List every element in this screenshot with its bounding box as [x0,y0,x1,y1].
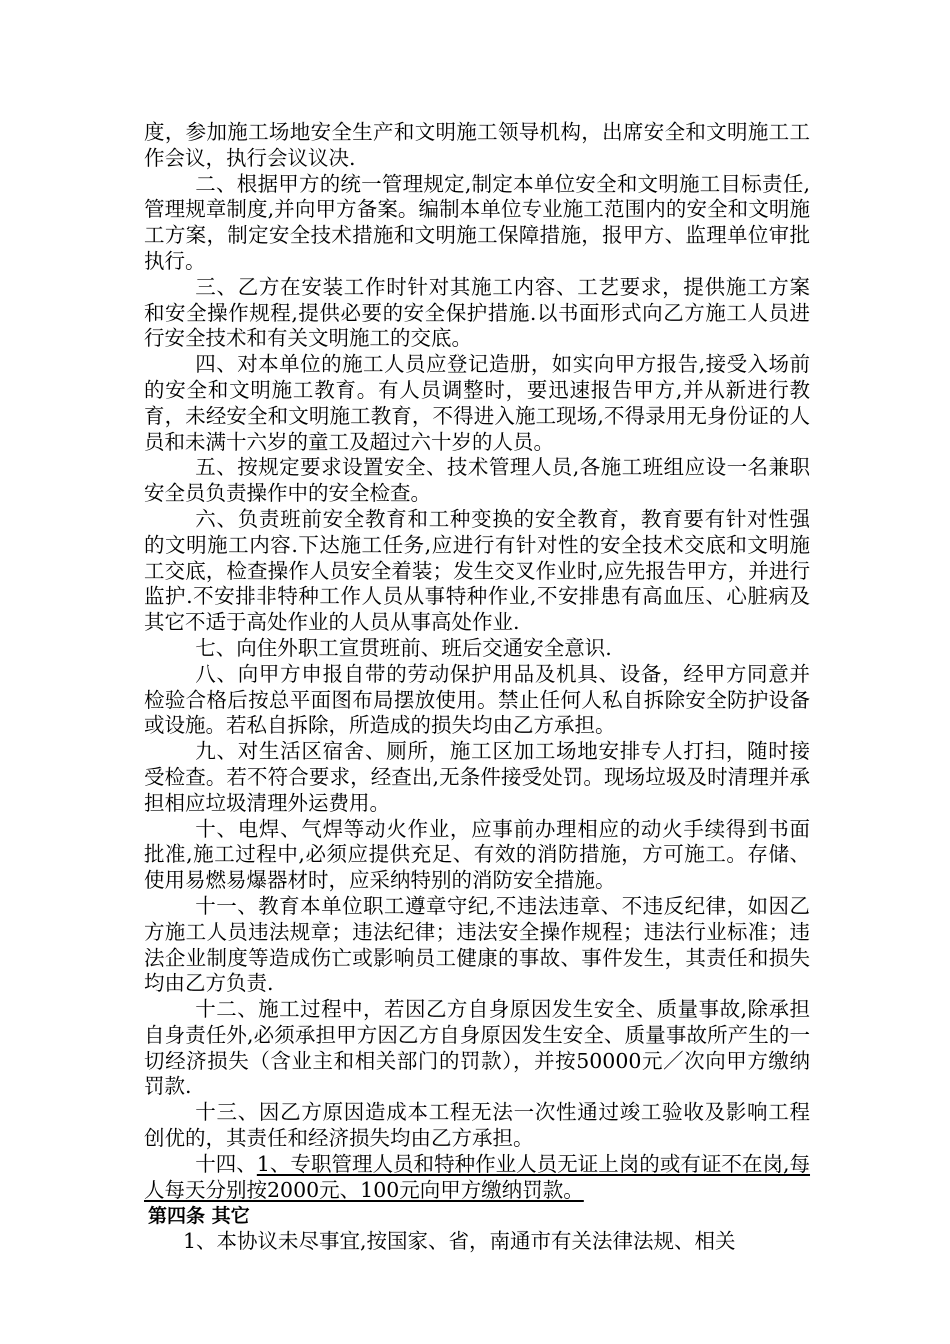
paragraph-continuation: 度，参加施工场地安全生产和文明施工领导机构，出席安全和文明施工工作会议，执行会议议决. [144,120,810,170]
clause-12: 十二、施工过程中，若因乙方自身原因发生安全、质量事故,除承担自身责任外,必须承担甲方因乙方自身原因发生安全、质量事故所产生的一切经济损失（含业主和相关部门的罚款），并按50000元／次向甲方缴纳罚款. [144,997,810,1099]
clause-14-underlined-text: 1、专职管理人员和特种作业人员无证上岗的或有证不在岗,每人每天分别按2000元、100元向甲方缴纳罚款。 [144,1151,811,1202]
clause-4: 四、对本单位的施工人员应登记造册，如实向甲方报告,接受入场前的安全和文明施工教育。有人员调整时，要迅速报告甲方,并从新进行教育，未经安全和文明施工教育，不得进入施工现场,不得录用无身份证的人员和未满十六岁的童工及超过六十岁的人员。 [144,352,810,454]
section-item-1: 1、本协议未尽事宜,按国家、省，南通市有关法律法规、相关 [182,1229,736,1254]
section-heading: 第四条 其它 [148,1205,250,1228]
clause-14-number: 十四、 [195,1151,257,1176]
clause-6: 六、负责班前安全教育和工种变换的安全教育，教育要有针对性强的文明施工内容.下达施工任务,应进行有针对性的安全技术交底和文明施工交底，检查操作人员安全着装；发生交叉作业时,应先报告甲方，并进行监护.不安排非特种工作人员从事特种作业,不安排患有高血压、心脏病及其它不适于高处作业的人员从事高处作业. [144,506,810,635]
clause-7: 七、向住外职工宣贯班前、班后交通安全意识. [195,635,612,660]
clause-13: 十三、因乙方原因造成本工程无法一次性通过竣工验收及影响工程创优的，其责任和经济损失均由乙方承担。 [144,1100,810,1151]
clause-2: 二、根据甲方的统一管理规定,制定本单位安全和文明施工目标责任,管理规章制度,并向甲方备案。编制本单位专业施工范围内的安全和文明施工方案，制定安全技术措施和文明施工保障措施，报甲方、监理单位审批执行。 [144,171,810,273]
clause-14 [144,1152,810,1204]
clause-5: 五、按规定要求设置安全、技术管理人员,各施工班组应设一名兼职安全员负责操作中的安全检查。 [144,455,810,506]
clause-11: 十一、教育本单位职工遵章守纪,不违法违章、不违反纪律，如因乙方施工人员违法规章；违法纪律；违法安全操作规程；违法行业标准；违法企业制度等造成伤亡或影响员工健康的事故、事件发生，其责任和损失均由乙方负责. [144,893,810,996]
document-body [144,120,810,1255]
clause-8: 八、向甲方申报自带的劳动保护用品及机具、设备，经甲方同意并检验合格后按总平面图布局摆放使用。禁止任何人私自拆除安全防护设备或设施。若私自拆除，所造成的损失均由乙方承担。 [144,661,810,738]
clause-9: 九、对生活区宿舍、厕所，施工区加工场地安排专人打扫，随时接受检查。若不符合要求，经查出,无条件接受处罚。现场垃圾及时清理并承担相应垃圾清理外运费用。 [144,739,810,815]
clause-3: 三、乙方在安装工作时针对其施工内容、工艺要求，提供施工方案和安全操作规程,提供必要的安全保护措施.以书面形式向乙方施工人员进行安全技术和有关文明施工的交底。 [144,274,810,351]
clause-10: 十、电焊、气焊等动火作业，应事前办理相应的动火手续得到书面批准,施工过程中,必须应提供充足、有效的消防措施，方可施工。存储、使用易燃易爆器材时，应采纳特别的消防安全措施。 [144,816,810,893]
